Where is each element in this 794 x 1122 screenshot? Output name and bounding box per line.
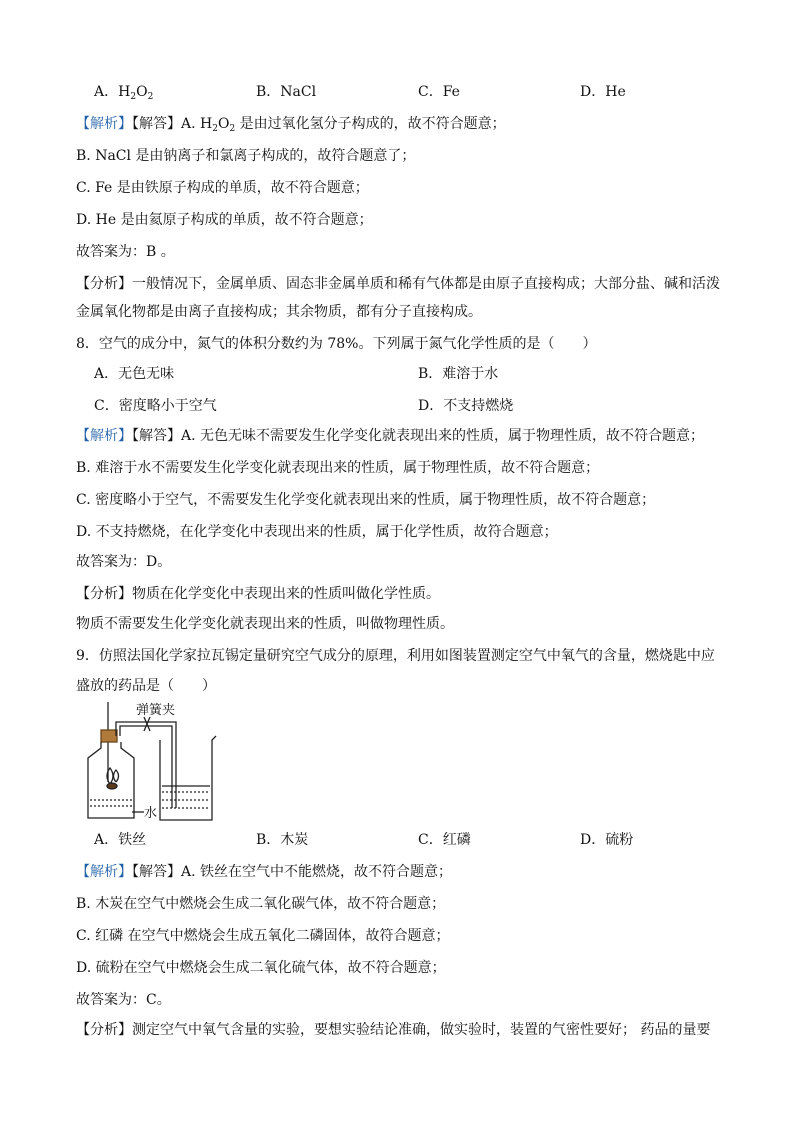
q9-option-a: A．铁丝 [94, 832, 147, 848]
q9-analysis-b: B. 木炭在空气中燃烧会生成二氧化碳气体，故不符合题意； [76, 896, 446, 912]
q8-analysis-a: 【解析】【解答】A. 无色无味不需要发生化学变化就表现出来的性质，属于物理性质，故不符合题意； [76, 428, 705, 444]
q9-analysis-d: D. 硫粉在空气中燃烧会生成二氧化硫气体，故不符合题意； [76, 960, 446, 976]
q9-option-d: D．硫粉 [580, 832, 634, 848]
q8-fenxi-line1: 【分析】物质在化学变化中表现出来的性质叫做化学性质。 [76, 586, 440, 602]
q7-fenxi-line2: 金属氧化物都是由离子直接构成；其余物质，都有分子直接构成。 [76, 304, 482, 320]
q7-option-a: A．$H_2O_2$ [94, 84, 154, 102]
q7-analysis-c: C. Fe 是由铁原子构成的单质，故不符合题意； [76, 180, 369, 196]
q9-fenxi-line1: 【分析】测定空气中氧气含量的实验，要想实验结论准确，做实验时，装置的气密性要好； 药品的量要 [76, 1022, 711, 1038]
q9-option-c: C．红磷 [418, 832, 471, 848]
clip-label: 弹簧夹 [136, 703, 176, 718]
q7-option-c: C．Fe [418, 84, 460, 100]
q8-analysis-b: B. 难溶于水不需要发生化学变化就表现出来的性质，属于物理性质，故不符合题意； [76, 460, 600, 476]
q9-answer: 故答案为：C。 [76, 992, 171, 1008]
q9-analysis-c: C. 红磷 在空气中燃烧会生成五氧化二磷固体，故符合题意； [76, 928, 450, 944]
q9-option-b: B．木炭 [256, 832, 309, 848]
q7-fenxi-line1: 【分析】一般情况下，金属单质、固态非金属单质和稀有气体都是由原子直接构成；大部分盐、碱和活泼 [76, 276, 720, 292]
q8-answer: 故答案为：D。 [76, 554, 172, 570]
q8-analysis-c: C. 密度略小于空气，不需要发生化学变化就表现出来的性质，属于物理性质，故不符合题意； [76, 492, 656, 508]
q8-option-d: D．不支持燃烧 [418, 398, 514, 414]
q8-fenxi-line2: 物质不需要发生化学变化就表现出来的性质，叫做物理性质。 [76, 616, 454, 632]
q8-option-b: B．难溶于水 [418, 366, 499, 382]
q7-answer: 故答案为：B 。 [76, 244, 175, 260]
q7-option-d: D．He [580, 84, 626, 100]
q8-stem: 8．空气的成分中，氮气的体积分数约为 78%。下列属于氮气化学性质的是（ ） [76, 336, 597, 352]
q8-analysis-d: D. 不支持燃烧，在化学变化中表现出来的性质，属于化学性质，故符合题意； [76, 524, 558, 540]
q8-option-a: A．无色无味 [94, 366, 175, 382]
q8-option-c: C．密度略小于空气 [94, 398, 217, 414]
q7-option-b: B．NaCl [256, 84, 317, 100]
q7-analysis-d: D. He 是由氦原子构成的单质，故不符合题意； [76, 212, 373, 228]
q9-stem-line1: 9．仿照法国化学家拉瓦锡定量研究空气成分的原理，利用如图装置测定空气中氧气的含量，燃烧匙中应 [76, 648, 715, 664]
oxygen-measurement-apparatus-diagram [80, 700, 230, 825]
q7-analysis-b: B. NaCl 是由钠离子和氯离子构成的，故符合题意了； [76, 148, 416, 164]
q9-analysis-a: 【解析】【解答】A. 铁丝在空气中不能燃烧，故不符合题意； [76, 864, 453, 880]
q7-analysis-a: 【解析】【解答】A. $H_2O_2$ 是由过氧化氢分子构成的，故不符合题意； [76, 116, 506, 134]
q9-stem-line2: 盛放的药品是（ ） [76, 678, 216, 694]
water-label: 水 [144, 806, 158, 821]
